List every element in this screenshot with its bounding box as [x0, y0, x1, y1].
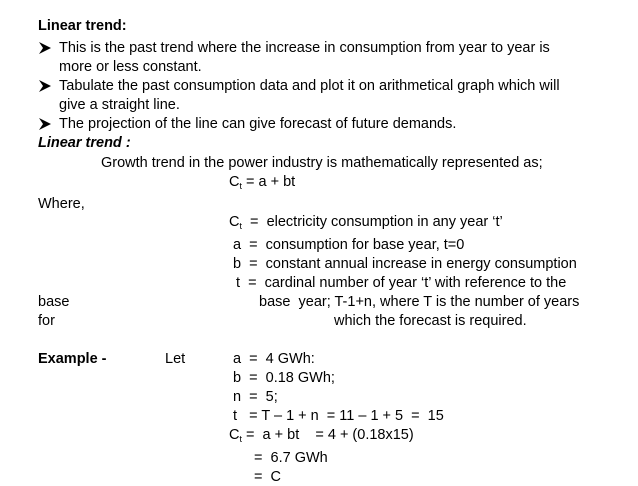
example-t: t = T – 1 + n = 11 – 1 + 5 = 15	[233, 408, 444, 424]
definition-b: b = constant annual increase in energy consumption	[233, 256, 577, 272]
definition-t: t = cardinal number of year ‘t’ with reference to the	[236, 275, 567, 291]
bullet-1-line-1: This is the past trend where the increase in consumption from year to year is	[59, 40, 550, 56]
for-label: for	[38, 313, 55, 329]
example-b: b = 0.18 GWh;	[233, 370, 335, 386]
example-last: = C	[254, 469, 281, 485]
definition-a: a = consumption for base year, t=0	[233, 237, 465, 253]
example-n: n = 5;	[233, 389, 278, 405]
intro-text: Growth trend in the power industry is mathematically represented as;	[101, 155, 543, 171]
heading-linear-trend: Linear trend:	[38, 18, 127, 34]
base-continuation: base year; T-1+n, where T is the number of years	[259, 294, 580, 310]
formula: $C_t = a$ + bt	[229, 174, 296, 191]
base-label: base	[38, 294, 70, 310]
let-label: Let	[165, 351, 186, 367]
definition-ct: $C_t$ = electricity consumption in any year ‘t’	[229, 214, 503, 231]
where-label: Where,	[38, 196, 85, 212]
arrow-bullet-icon	[38, 117, 52, 131]
example-a: a = 4 GWh:	[233, 351, 315, 367]
bullet-2-line-1: Tabulate the past consumption data and plot it on arithmetical graph which will	[59, 78, 560, 94]
arrow-bullet-icon	[38, 79, 52, 93]
example-label: Example -	[38, 351, 107, 367]
bullet-3-line-1: The projection of the line can give forecast of future demands.	[59, 116, 457, 132]
subheading-linear-trend: Linear trend :	[38, 135, 131, 151]
for-continuation: which the forecast is required.	[334, 313, 527, 329]
bullet-2-line-2: give a straight line.	[59, 97, 180, 113]
example-result: = 6.7 GWh	[254, 450, 328, 466]
arrow-bullet-icon	[38, 41, 52, 55]
example-ct: $C_t = a$ + bt = 4 + (0.18x15)	[229, 427, 414, 444]
bullet-1-line-2: more or less constant.	[59, 59, 202, 75]
